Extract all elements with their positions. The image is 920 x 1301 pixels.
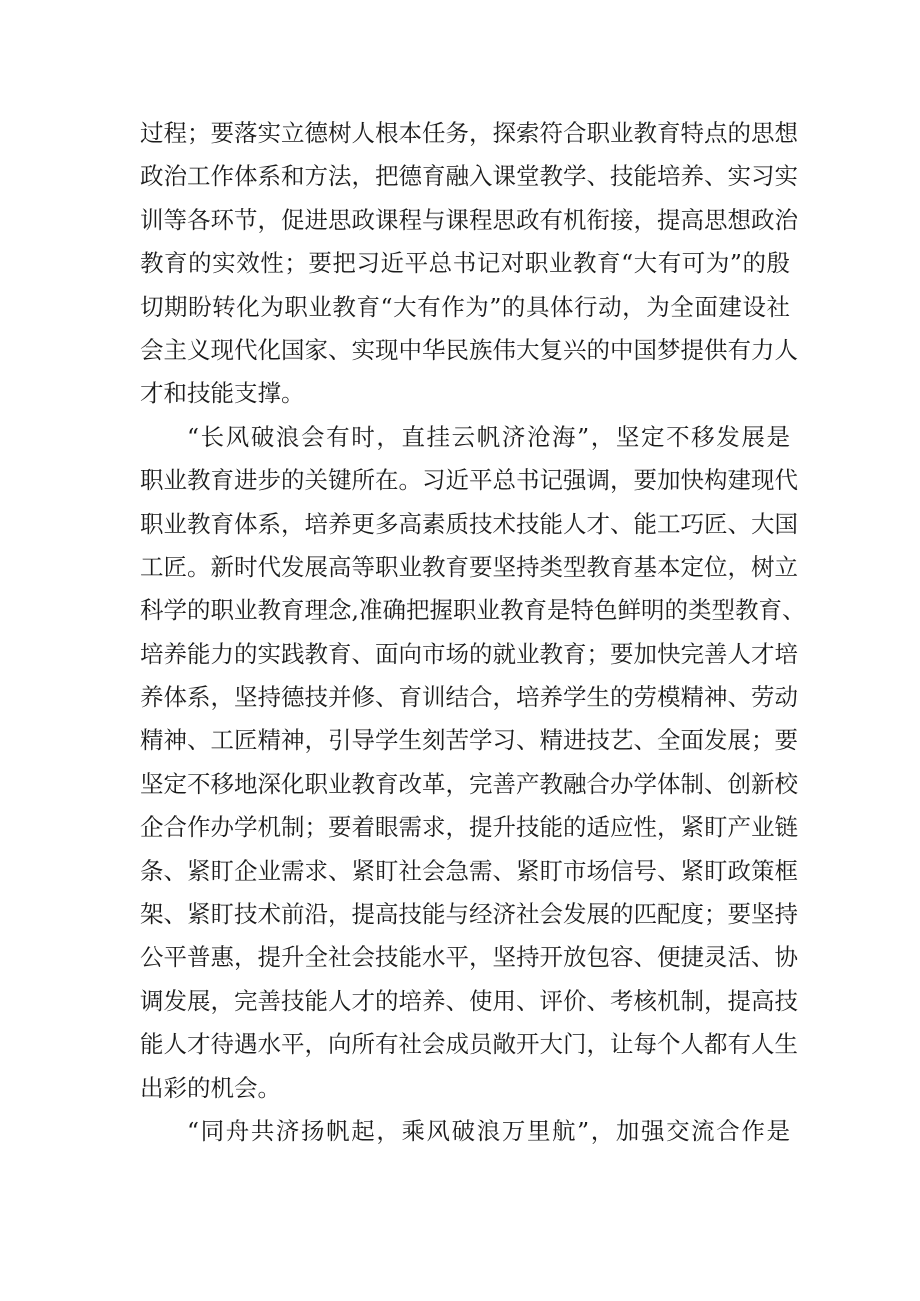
text-line: 工匠。新时代发展高等职业教育要坚持类型教育基本定位，树立: [140, 552, 798, 581]
text-line: “长风破浪会有时，直挂云帆济沧海”，坚定不移发展是: [187, 422, 790, 451]
text-line: 出彩的机会。: [140, 1073, 281, 1102]
text-line: 才和技能支撑。: [140, 379, 305, 408]
document-body: [140, 112, 806, 1153]
text-line: 养体系，坚持德技并修、育训结合，培养学生的劳模精神、劳动: [140, 683, 798, 712]
text-line: 职业教育体系，培养更多高素质技术技能人才、能工巧匠、大国: [140, 509, 798, 538]
text-line: “同舟共济扬帆起，乘风破浪万里航”，加强交流合作是: [187, 1116, 790, 1145]
text-line: 精神、工匠精神，引导学生刻苦学习、精进技艺、全面发展；要: [140, 726, 798, 755]
paragraph-2: [140, 416, 806, 1110]
text-line: 政治工作体系和方法，把德育融入课堂教学、技能培养、实习实: [140, 162, 798, 191]
text-line: 企合作办学机制；要着眼需求，提升技能的适应性，紧盯产业链: [140, 813, 798, 842]
text-line: 教育的实效性；要把习近平总书记对职业教育“大有可为”的殷: [140, 249, 790, 278]
text-line: 坚定不移地深化职业教育改革，完善产教融合办学体制、创新校: [140, 769, 798, 798]
paragraph-1: [140, 112, 798, 416]
text-line: 会主义现代化国家、实现中华民族伟大复兴的中国梦提供有力人: [140, 335, 798, 364]
text-line: 切期盼转化为职业教育“大有作为”的具体行动，为全面建设社: [140, 292, 790, 321]
paragraph-3: [140, 1110, 790, 1153]
text-line: 培养能力的实践教育、面向市场的就业教育；要加快完善人才培: [140, 639, 798, 668]
text-line: 架、紧盯技术前沿，提高技能与经济社会发展的匹配度；要坚持: [140, 900, 798, 929]
text-line: 公平普惠，提升全社会技能水平，坚持开放包容、便捷灵活、协: [140, 943, 798, 972]
text-line: 科学的职业教育理念,准确把握职业教育是特色鲜明的类型教育、: [140, 596, 806, 625]
text-line: 调发展，完善技能人才的培养、使用、评价、考核机制，提高技: [140, 986, 798, 1015]
text-line: 过程；要落实立德树人根本任务，探索符合职业教育特点的思想: [140, 119, 798, 147]
text-line: 条、紧盯企业需求、紧盯社会急需、紧盯市场信号、紧盯政策框: [140, 856, 798, 885]
text-line: 职业教育进步的关键所在。习近平总书记强调，要加快构建现代: [140, 466, 798, 495]
text-line: 训等各环节，促进思政课程与课程思政有机衔接，提高思想政治: [140, 205, 798, 234]
text-line: 能人才待遇水平，向所有社会成员敞开大门，让每个人都有人生: [140, 1030, 798, 1059]
